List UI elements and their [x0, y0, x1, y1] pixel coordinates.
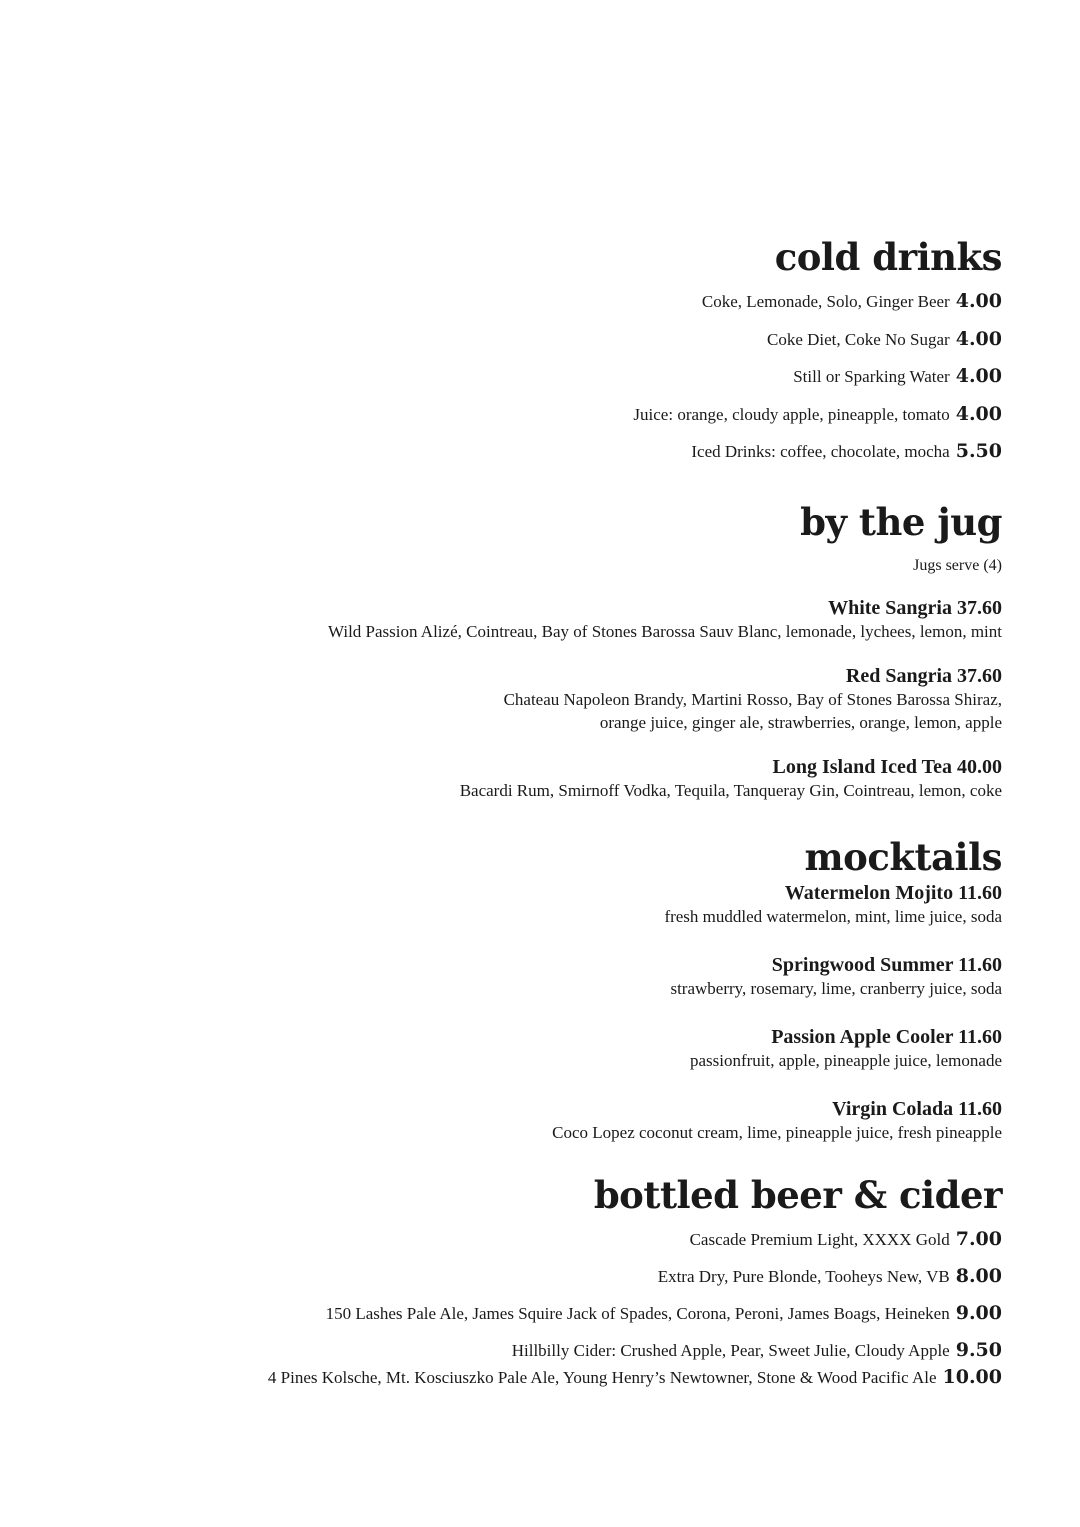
- list-item: [122, 1098, 1002, 1144]
- list-item: [122, 328, 1002, 351]
- item-price: 4.00: [955, 365, 1002, 387]
- item-desc: passionfruit, apple, pineapple juice, lemonade: [689, 1051, 1002, 1070]
- item-text: Juice: orange, cloudy apple, pineapple, tomato: [633, 404, 950, 424]
- section-title: mocktails: [804, 835, 1002, 879]
- item-price: 7.00: [955, 1228, 1002, 1250]
- item-price: 8.00: [955, 1265, 1002, 1287]
- item-desc: Chateau Napoleon Brandy, Martini Rosso, Bay of Stones Barossa Shiraz,: [503, 690, 1002, 709]
- item-price: 9.50: [955, 1339, 1002, 1361]
- item-price: 10.00: [942, 1366, 1002, 1388]
- item-name: Passion Apple Cooler 11.60: [771, 1026, 1002, 1048]
- item-price: 4.00: [955, 290, 1002, 312]
- item-text: Cascade Premium Light, XXXX Gold: [689, 1230, 950, 1249]
- section-title: by the jug: [800, 500, 1002, 544]
- section-title: bottled beer & cider: [593, 1173, 1002, 1217]
- item-name: Long Island Iced Tea 40.00: [772, 756, 1002, 778]
- list-item: [122, 440, 1002, 463]
- item-text: 4 Pines Kolsche, Mt. Kosciuszko Pale Ale, Young Henry’s Newtowner, Stone & Wood Pacific Ale: [267, 1368, 937, 1387]
- list-item: [122, 882, 1002, 928]
- item-text: Coke, Lemonade, Solo, Ginger Beer: [701, 292, 950, 311]
- section-title: cold drinks: [774, 235, 1002, 279]
- item-desc: orange juice, ginger ale, strawberries, orange, lemon, apple: [599, 713, 1002, 732]
- item-name: Watermelon Mojito 11.60: [784, 882, 1002, 904]
- list-item: [122, 756, 1002, 802]
- item-name: White Sangria 37.60: [828, 597, 1002, 619]
- section-cold-drinks: [122, 232, 1002, 463]
- list-item: [122, 290, 1002, 313]
- list-item: [122, 1228, 1002, 1251]
- section-by-the-jug: [122, 497, 1002, 802]
- item-text: Still or Sparking Water: [793, 367, 950, 386]
- item-text: Iced Drinks: coffee, chocolate, mocha: [691, 442, 950, 461]
- list-item: [122, 597, 1002, 643]
- item-price: 4.00: [955, 402, 1002, 425]
- item-list: [122, 1228, 1002, 1389]
- item-list: [122, 290, 1002, 463]
- item-desc: fresh muddled watermelon, mint, lime juice, soda: [664, 907, 1002, 926]
- list-item: [122, 665, 1002, 734]
- item-text: Extra Dry, Pure Blonde, Tooheys New, VB: [657, 1267, 950, 1286]
- item-text: Hillbilly Cider: Crushed Apple, Pear, Sweet Julie, Cloudy Apple: [511, 1341, 950, 1360]
- item-name: Red Sangria 37.60: [845, 665, 1002, 687]
- item-desc: Coco Lopez coconut cream, lime, pineapple juice, fresh pineapple: [552, 1123, 1002, 1142]
- list-item: [122, 954, 1002, 1000]
- item-desc: strawberry, rosemary, lime, cranberry juice, soda: [670, 979, 1002, 998]
- item-price: 4.00: [955, 327, 1002, 350]
- list-item: [122, 1339, 1002, 1362]
- list-item: [122, 1302, 1002, 1325]
- section-note: Jugs serve (4): [913, 557, 1002, 574]
- item-desc: Bacardi Rum, Smirnoff Vodka, Tequila, Tanqueray Gin, Cointreau, lemon, coke: [459, 781, 1002, 800]
- list-item: [122, 403, 1002, 426]
- item-text: Coke Diet, Coke No Sugar: [766, 329, 950, 349]
- list-item: [122, 365, 1002, 388]
- item-text: 150 Lashes Pale Ale, James Squire Jack of Spades, Corona, Peroni, James Boags, Heineken: [325, 1304, 950, 1323]
- item-name: Virgin Colada 11.60: [832, 1098, 1002, 1120]
- list-item: [122, 1265, 1002, 1288]
- item-price: 5.50: [955, 440, 1002, 462]
- section-mocktails: [122, 832, 1002, 1144]
- list-item: [122, 1366, 1002, 1389]
- menu-column: [122, 232, 1002, 1403]
- item-price: 9.00: [955, 1302, 1002, 1324]
- item-name: Springwood Summer 11.60: [771, 954, 1002, 976]
- section-bottled-beer-cider: [122, 1170, 1002, 1389]
- item-desc: Wild Passion Alizé, Cointreau, Bay of Stones Barossa Sauv Blanc, lemonade, lychees, lemon, mint: [327, 622, 1002, 641]
- list-item: [122, 1026, 1002, 1072]
